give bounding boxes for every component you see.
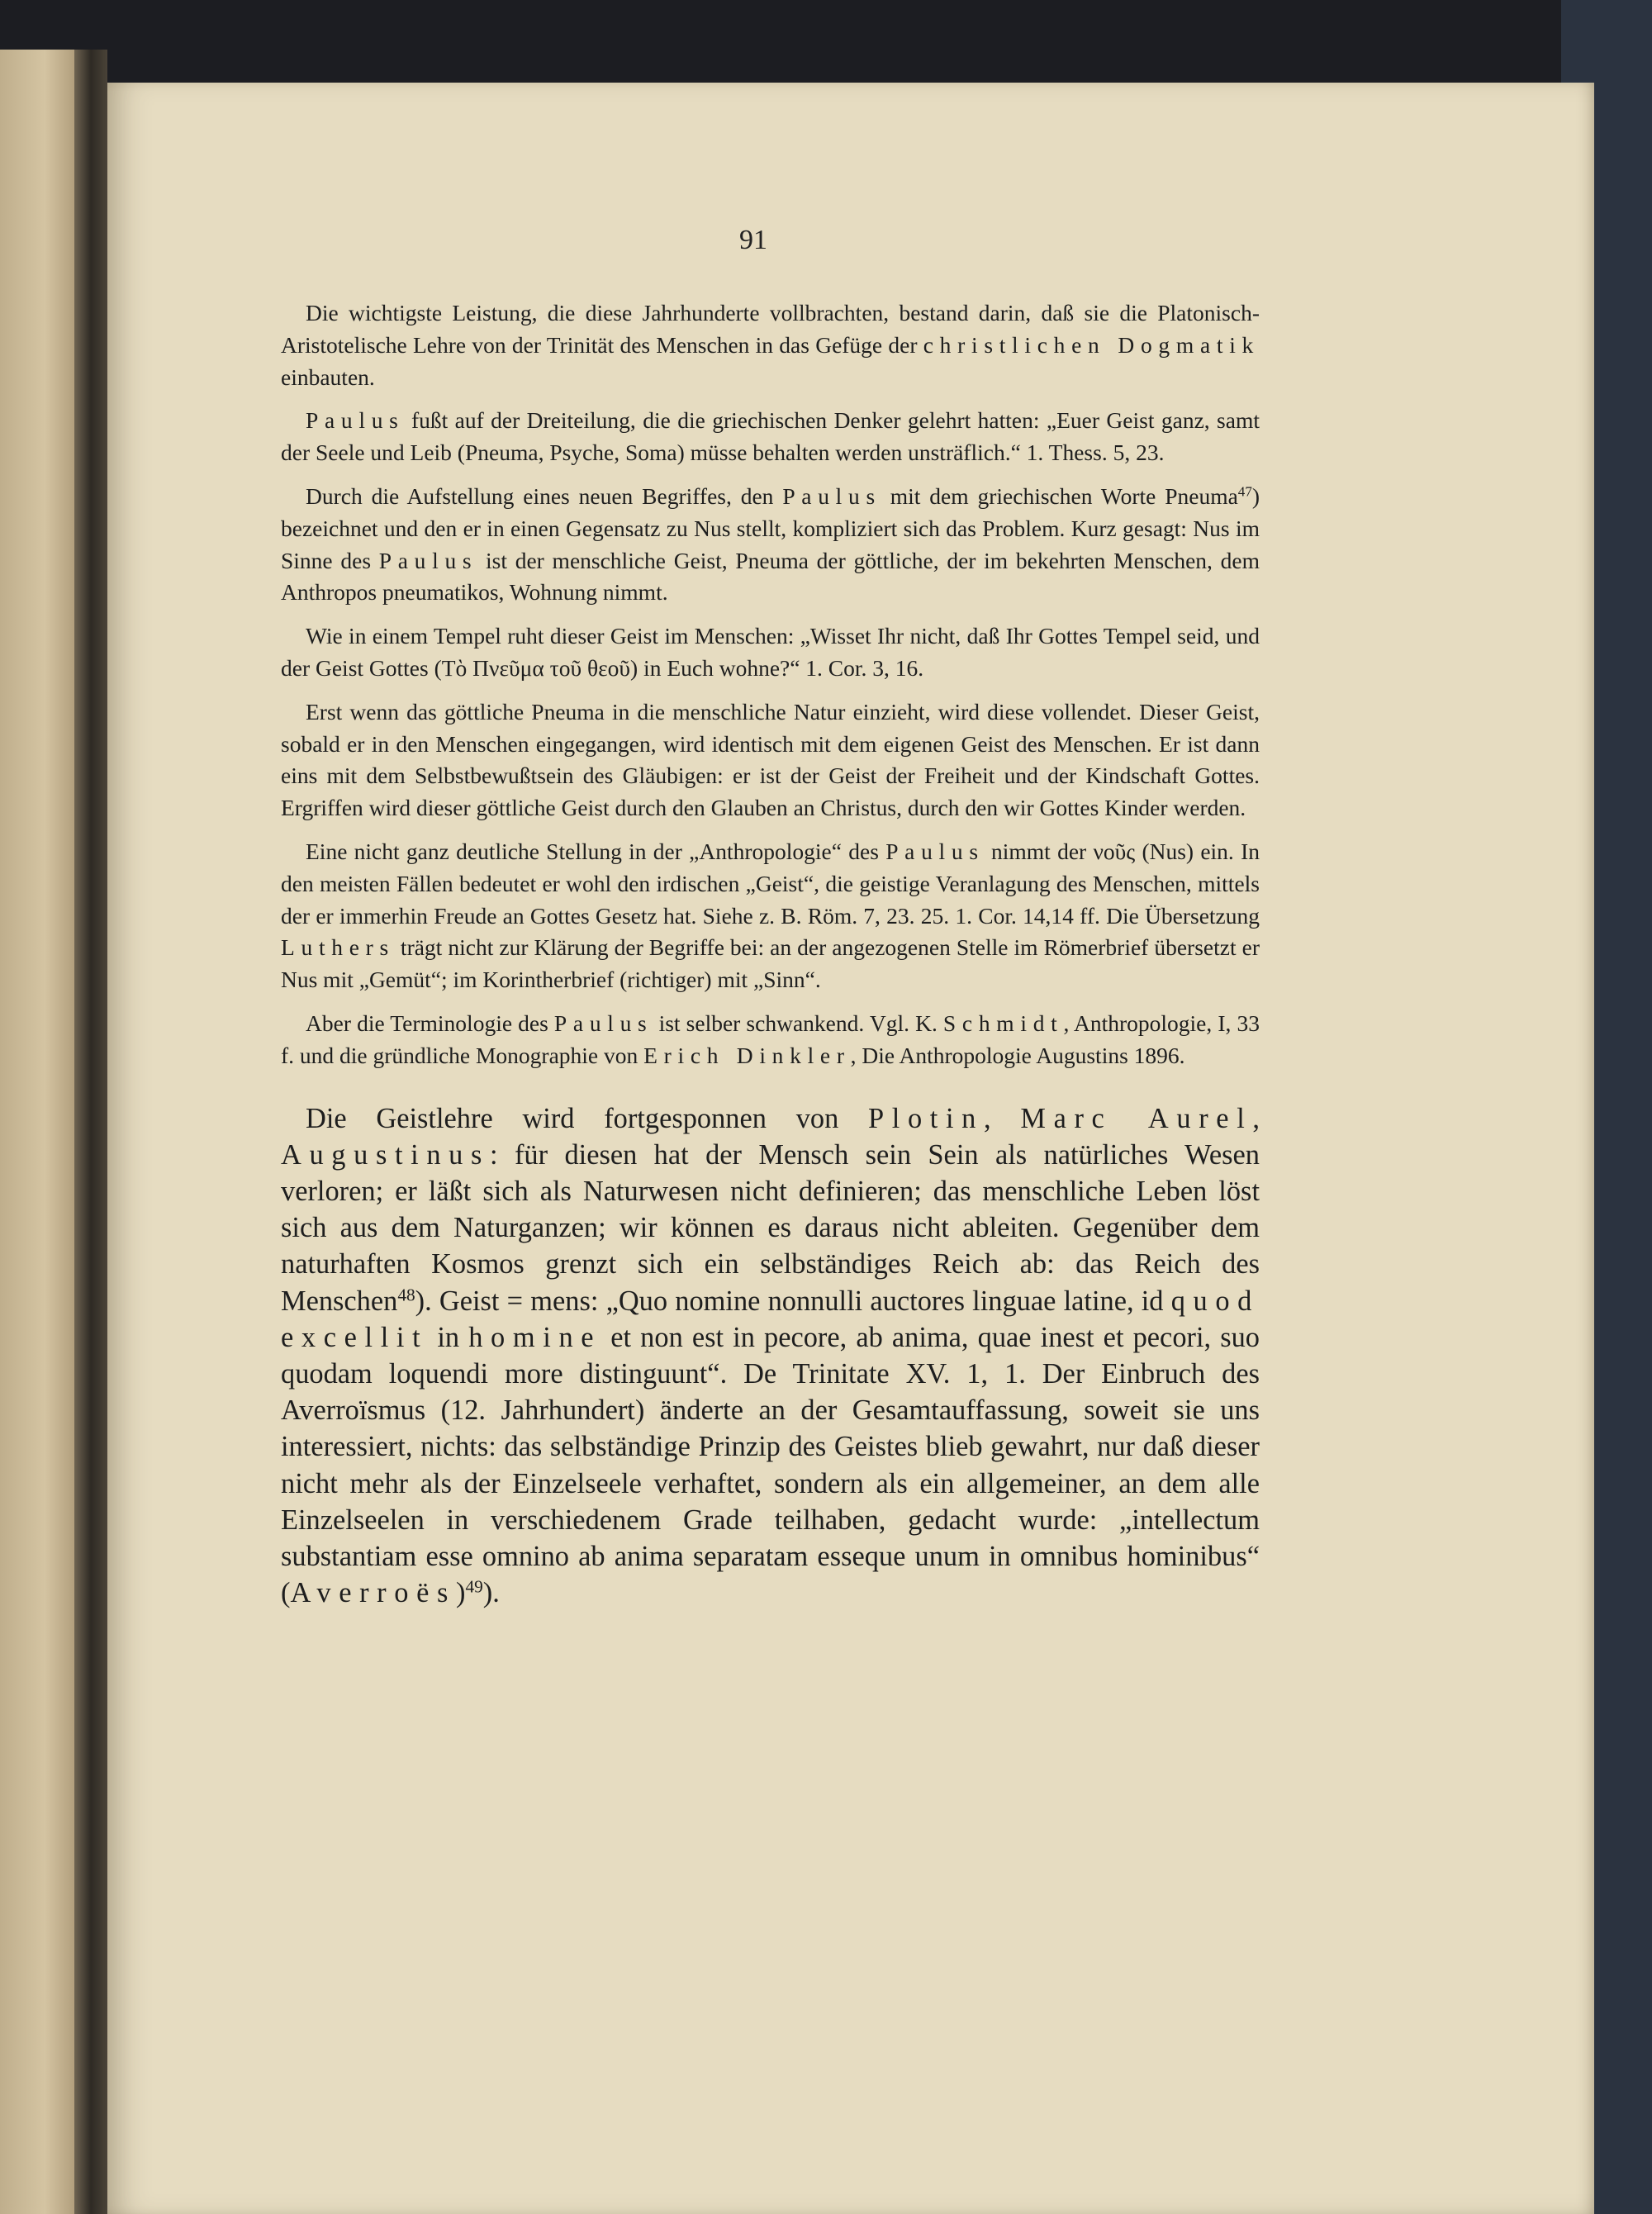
footnote-ref-48: 48 (397, 1284, 415, 1304)
name-paulus: Paulus (553, 1010, 653, 1036)
name-schmidt: Schmidt (942, 1010, 1064, 1036)
emphasis-homine: homine (468, 1321, 602, 1353)
paragraph-3: Durch die Aufstellung eines neuen Begriffes, den Paulus mit dem griechischen Worte Pneuma$^{47}$) bezeichnet und den er in einen Gegensatz zu Nus stellt, kompliziert sich das Problem. Kurz gesagt: Nus im Sinne des Paulus ist der menschliche Geist, Pneuma der göttliche, der im bekehrten Menschen, dem Anthropos pneumatikos, Wohnung nimmt. (281, 482, 1260, 606)
emphasis-quod-excellit: quod excellit (281, 1285, 1260, 1353)
footnote-ref-49: 49 (465, 1576, 483, 1597)
footnote-ref-47: 47 (1237, 483, 1252, 500)
paragraph-4: Wie in einem Tempel ruht dieser Geist im Menschen: „Wisset Ihr nicht, daß Ihr Gottes Tempel seid, und der Geist Gottes (Τὸ Πνεῦμα τοῦ θεοῦ) in Euch wohne?“ 1. Cor. 3, 16. (281, 623, 1260, 681)
paragraph-2: Paulus fußt auf der Dreiteilung, die die griechischen Denker gelehrt hatten: „Euer Geist ganz, samt der Seele und Leib (Pneuma, Psyche, Soma) müsse behalten werden unsträflich.“ 1. Thess. 5, 23. (281, 407, 1260, 466)
book-gutter (74, 50, 107, 2214)
name-averroes: Averroës (290, 1577, 456, 1609)
emphasis-dogmatik: christlichen Dogmatik (923, 331, 1260, 358)
name-augustinus: Augustinus (281, 1138, 491, 1171)
name-marc-aurel: Marc Aurel (1020, 1102, 1253, 1134)
name-dinkler: Erich Dinkler (643, 1042, 851, 1068)
paragraph-6: Eine nicht ganz deutliche Stellung in der „Anthropologie“ des Paulus nimmt der νοῦς (Nus) ein. In den meisten Fällen bedeutet er wohl den irdischen „Geist“, die geistige Veranlagung des Menschen, mittels der er immerhin Freude an Gottes Gesetz hat. Siehe z. B. Röm. 7, 23. 25. 1. Cor. 14,14 ff. Die Übersetzung Luthers trägt nicht zur Klärung der Begriffe bei: an der angezogenen Stelle im Römerbrief übersetzt er Nus mit „Gemüt“; im Korintherbrief (richtiger) mit „Sinn“. (281, 838, 1260, 993)
name-paulus: Paulus (378, 547, 478, 573)
paragraph-7: Aber die Terminologie des Paulus ist selber schwankend. Vgl. K. Schmidt, Anthropologie, I, 33 f. und die gründliche Monographie von Erich Dinkler, Die Anthropologie Augustins 1896. (281, 1010, 1260, 1068)
paragraph-5: Erst wenn das göttliche Pneuma in die menschliche Natur einzieht, wird diese vollendet. Dieser Geist, sobald er in den Menschen eingegangen, wird identisch mit dem eigenen Geist des Menschen. Er ist dann eins mit dem Selbstbewußtsein des Gläubigen: er ist der Geist der Freiheit und der Kindschaft Gottes. Ergriffen wird dieser göttliche Geist durch den Glauben an Christus, durch den wir Gottes Kinder werden. (281, 698, 1260, 821)
section-gap (281, 1084, 1260, 1100)
name-paulus: Paulus (885, 838, 985, 864)
paragraph-1: Die wichtigste Leistung, die diese Jahrhunderte vollbrachten, bestand darin, daß sie die Platonisch-Aristotelische Lehre von der Trinität des Menschen in das Gefüge der christlichen Dogmatik einbauten. (281, 300, 1260, 390)
name-paulus: Paulus (782, 482, 881, 509)
page-body (281, 297, 1260, 1611)
name-paulus: Paulus (306, 407, 405, 434)
name-luthers: Luthers (281, 934, 395, 961)
page-number: 91 (739, 225, 767, 255)
previous-page-edge (0, 50, 74, 2214)
name-plotin: Plotin (868, 1102, 985, 1134)
paragraph-8: Die Geistlehre wird fortgesponnen von Plotin, Marc Aurel, Augustinus: für diesen hat der Mensch sein Sein als natürliches Wesen verloren; er läßt sich als Naturwesen nicht definieren; das menschliche Leben löst sich aus dem Naturganzen; wir können es daraus nicht ableiten. Gegenüber dem naturhaften Kosmos grenzt sich ein selbständiges Reich ab: das Reich des Menschen$^{48}$). Geist = mens: „Quo nomine nonnulli auctores linguae latine, id quod excellit in homine et non est in pecore, ab anima, quae inest et pecori, suo quodam loquendi more distinguunt“. De Trinitate XV. 1, 1. Der Einbruch des Averroïsmus (12. Jahrhundert) änderte an der Gesamtauffassung, soweit sie uns interessiert, nichts: das selbständige Prinzip des Geistes blieb gewahrt, nur daß dieser nicht mehr als der Einzelseele verhaftet, sondern als ein allgemeiner, an dem alle Einzelseelen in verschiedenem Grade teilhaben, gedacht wurde: „intellectum substantiam esse omnino ab anima separatam esseque unum in omnibus hominibus“ (Averroës)$^{49}$). (281, 1102, 1260, 1609)
